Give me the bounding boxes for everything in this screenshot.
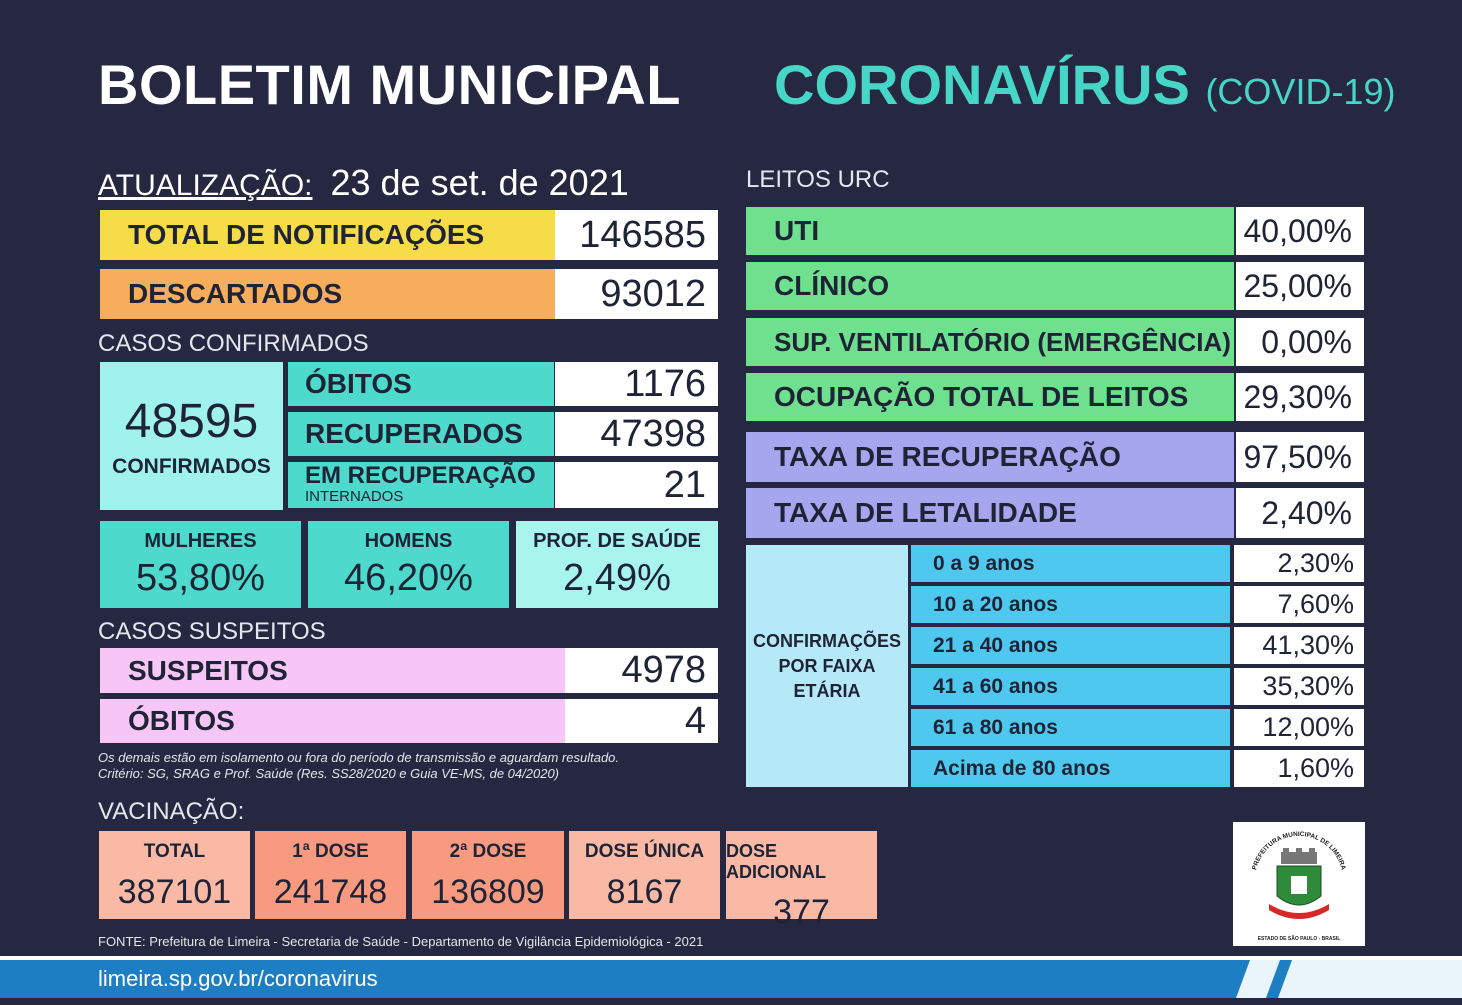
bed-total-label: OCUPAÇÃO TOTAL DE LEITOS [746,373,1234,421]
age-row-label: 21 a 40 anos [911,627,1230,664]
rate-recuperacao-label: TAXA DE RECUPERAÇÃO [746,432,1234,482]
age-row-value: 41,30% [1234,627,1364,664]
age-title-box [746,545,908,787]
total-notifications-label: TOTAL DE NOTIFICAÇÕES [100,210,555,260]
vac-dose1 [255,831,406,919]
demo-mulheres-value: 53,80% [136,556,265,599]
suspeitos-value: 4978 [565,648,718,693]
age-row-value: 1,60% [1234,750,1364,787]
demo-mulheres [100,521,301,608]
age-table [911,545,1364,791]
suspects-section-title: CASOS SUSPEITOS [98,618,326,645]
vac-dose2-value: 136809 [431,873,545,911]
vac-dose2-label: 2ª DOSE [449,841,527,862]
bed-sup-vent-label: SUP. VENTILATÓRIO (EMERGÊNCIA) [746,318,1234,366]
bed-sup-vent-value: 0,00% [1236,318,1364,366]
suspects-note-1: Os demais estão em isolamento ou fora do período de transmissão e aguardam resultado. [98,750,620,765]
demo-prof-saude-value: 2,49% [563,556,671,599]
rate-recuperacao-value: 97,50% [1236,432,1364,482]
vac-total-value: 387101 [117,873,232,911]
demo-prof-saude-label: PROF. DE SAÚDE [533,529,701,552]
vac-dose-adicional-label: DOSE ADICIONAL [726,841,826,882]
logo-bottom-text: ESTADO DE SÃO PAULO - BRASIL [1257,936,1341,942]
age-title-1: CONFIRMAÇÕES [753,630,901,651]
covid-title-sub: (COVID-19) [1205,71,1396,112]
em-recuperacao-value: 21 [555,462,718,508]
age-row [911,627,1364,664]
recuperados-value: 47398 [555,412,718,456]
covid-title-main: CORONAVÍRUS [774,53,1190,116]
bed-clinico-value: 25,00% [1236,262,1364,310]
demo-homens [308,521,509,608]
age-row-label: 10 a 20 anos [911,586,1230,623]
suspeitos-label: SUSPEITOS [100,648,565,693]
vac-dose-adicional-value: 377 [773,893,830,931]
discarded-value: 93012 [555,269,718,319]
suspects-note [98,750,619,782]
age-row [911,750,1364,787]
coat-of-arms-icon [1233,822,1365,946]
suspects-obitos-label: ÓBITOS [100,699,565,743]
confirmed-section-title: CASOS CONFIRMADOS [98,330,369,357]
vaccination-section-title: VACINAÇÃO: [98,798,245,825]
footer-url-link[interactable]: limeira.sp.gov.br/coronavirus [98,966,378,991]
age-row-label: 41 a 60 anos [911,668,1230,705]
source-text: FONTE: Prefeitura de Limeira - Secretaria de Saúde - Departamento de Vigilância Epidemiológica - 2021 [98,934,704,949]
vac-dose-unica [569,831,720,919]
em-recuperacao-sub: INTERNADOS [305,488,404,505]
age-row [911,545,1364,582]
em-recuperacao-box [288,462,554,508]
recuperados-label: RECUPERADOS [288,412,554,456]
footer-stripes [1230,960,1462,998]
em-recuperacao-label: EM RECUPERAÇÃO [305,462,536,489]
page-title: BOLETIM MUNICIPAL [98,53,681,116]
vac-dose1-label: 1ª DOSE [292,841,369,862]
covid-title [774,52,1395,117]
city-logo [1233,822,1365,946]
age-title-2: POR FAIXA [778,655,876,676]
rate-letalidade-value: 2,40% [1236,488,1364,538]
suspects-note-2: Critério: SG, SRAG e Prof. Saúde (Res. SS28/2020 e Guia VE-MS, de 04/2020) [98,766,560,781]
discarded-label: DESCARTADOS [100,269,555,319]
age-row [911,709,1364,746]
age-row-value: 7,60% [1234,586,1364,623]
update-date: 23 de set. de 2021 [330,162,629,203]
age-row [911,586,1364,623]
obitos-value: 1176 [555,362,718,406]
total-notifications-value: 146585 [555,210,718,260]
logo-top-text: PREFEITURA MUNICIPAL DE LIMEIRA [1251,830,1347,871]
age-row-label: 61 a 80 anos [911,709,1230,746]
age-row [911,668,1364,705]
update-line [98,162,629,204]
confirmed-total-box [100,362,283,510]
demo-prof-saude [516,521,718,608]
demo-homens-value: 46,20% [344,556,473,599]
vac-total [99,831,250,919]
confirmed-total-label: CONFIRMADOS [112,454,271,478]
age-row-label: 0 a 9 anos [911,545,1230,582]
age-row-label: Acima de 80 anos [911,750,1230,787]
demo-mulheres-label: MULHERES [144,529,257,552]
demo-homens-label: HOMENS [364,529,453,552]
suspects-obitos-value: 4 [565,699,718,743]
vac-dose-unica-label: DOSE ÚNICA [584,841,705,862]
beds-section-title: LEITOS URC [746,166,890,193]
vac-dose1-value: 241748 [273,873,388,911]
bed-total-value: 29,30% [1236,373,1364,421]
confirmed-total: 48595 [124,394,259,448]
vac-dose-unica-value: 8167 [606,873,683,911]
bed-clinico-label: CLÍNICO [746,262,1234,310]
age-row-value: 12,00% [1234,709,1364,746]
obitos-label: ÓBITOS [288,362,554,406]
bed-uti-label: UTI [746,207,1234,255]
bed-uti-value: 40,00% [1236,207,1364,255]
age-row-value: 2,30% [1234,545,1364,582]
vac-dose2 [412,831,564,919]
update-label: ATUALIZAÇÃO: [98,169,313,202]
age-title-3: ETÁRIA [793,680,861,701]
vac-dose-adicional [726,831,877,931]
rate-letalidade-label: TAXA DE LETALIDADE [746,488,1234,538]
vac-total-label: TOTAL [143,841,206,862]
age-row-value: 35,30% [1234,668,1364,705]
